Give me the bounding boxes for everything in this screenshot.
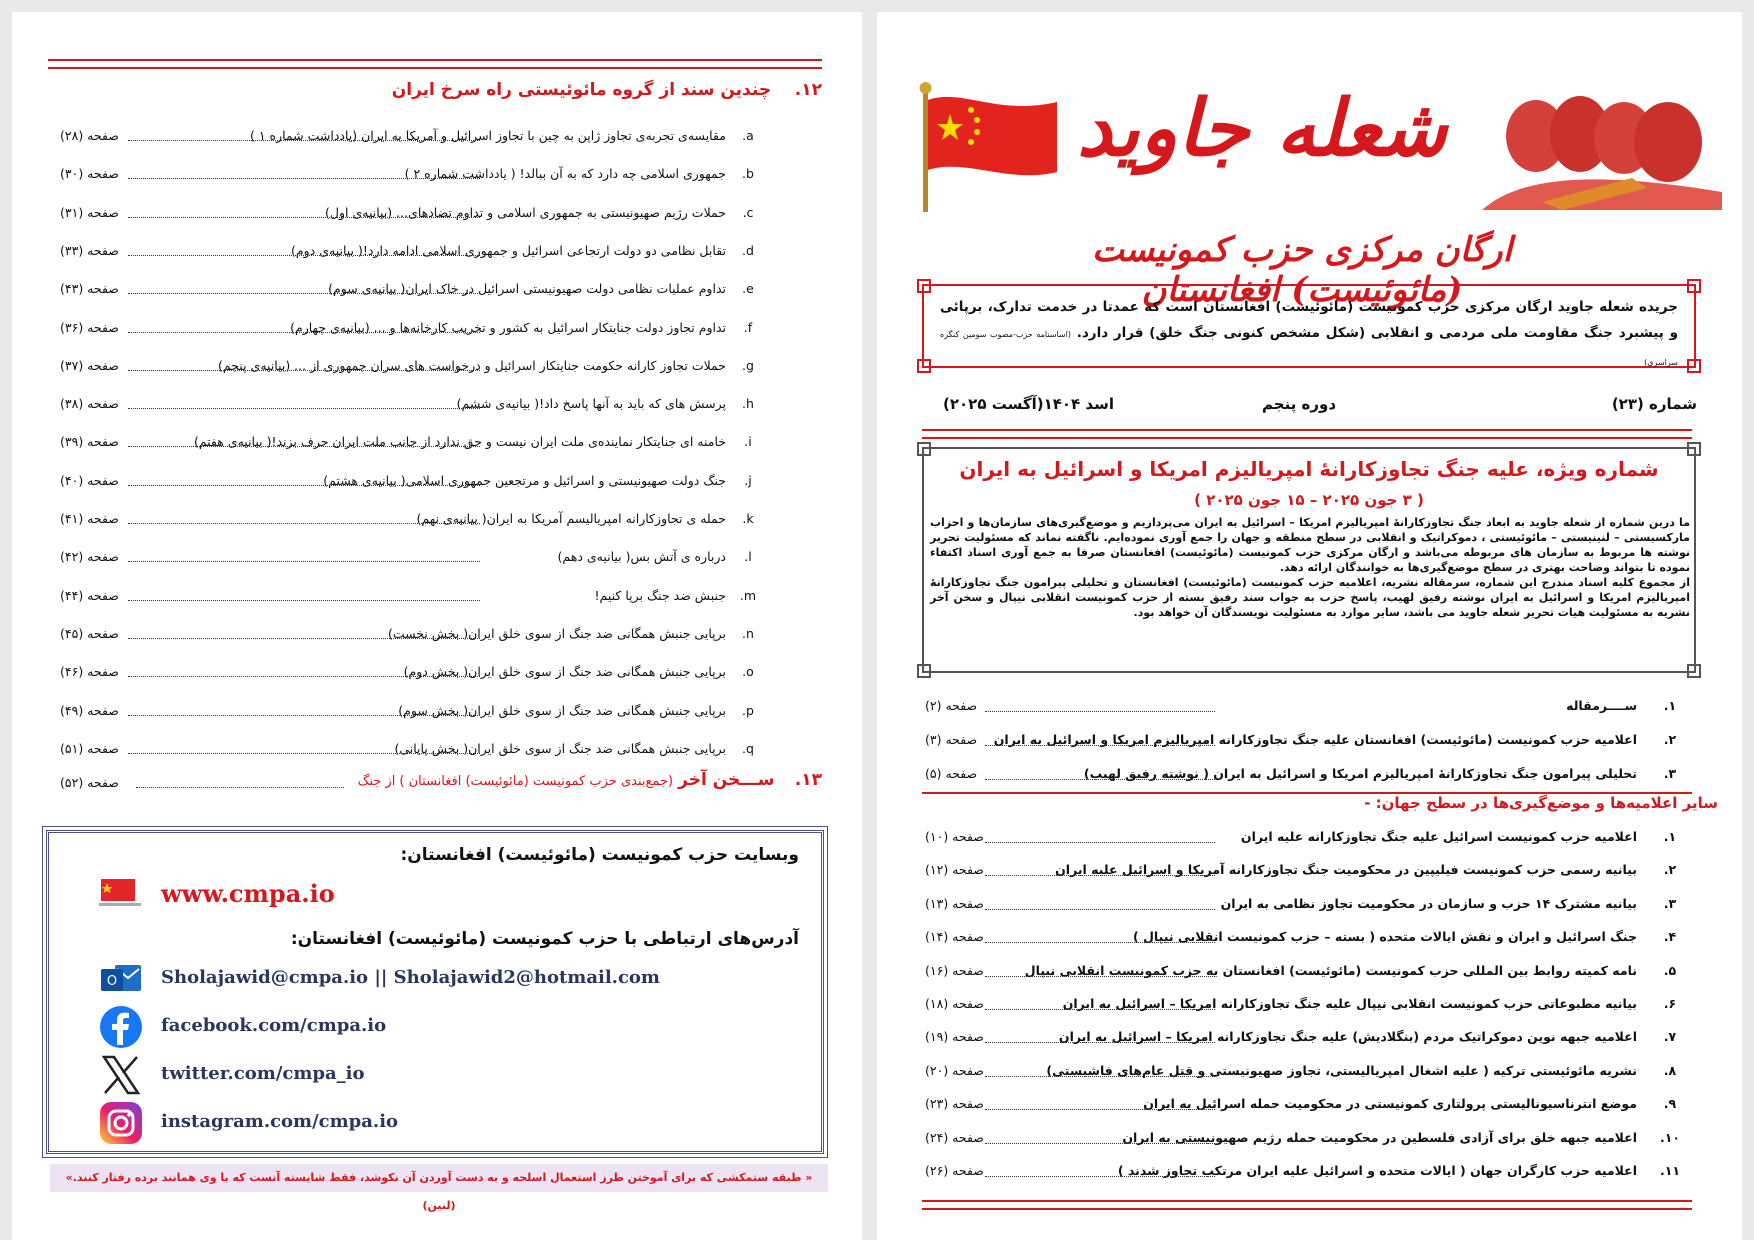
item-number: m. (739, 587, 757, 603)
toc-row[interactable] (925, 1130, 1685, 1156)
toc-row[interactable] (60, 205, 760, 229)
leader-dots (985, 1109, 1215, 1110)
item-page: صفحه (۲) (925, 698, 978, 713)
item-number: e. (742, 281, 754, 297)
item-title: نامه کمیته روابط بین المللی حزب کمونیست (مائوئیست) افغانستان به حزب کمونیست انقلابی نیپال (1024, 962, 1637, 978)
toc-row[interactable] (60, 281, 760, 305)
issue-date: اسد ۱۴۰۴(آگست ۲۰۲۵) (943, 395, 1114, 413)
item-page: صفحه (۱۸) (925, 996, 984, 1011)
right-page (877, 12, 1742, 1240)
item-number: ۵. (1663, 962, 1677, 978)
item-title: موضع انترناسیونالیستی پرولتاری کمونیستی در محکومیت حمله اسرائیل به ایران (1143, 1096, 1637, 1112)
issue-rule (922, 429, 1692, 439)
item-number: ٢. (1663, 862, 1677, 878)
item-number: ۱۱. (1659, 1163, 1680, 1178)
toc-row[interactable] (925, 963, 1685, 989)
item-page: صفحه (۱۰) (925, 829, 984, 844)
item-title: حملات رژیم صهیونیستی به جمهوری اسلامی و تداوم تضادهای... (بیانیه‌ی اول) (325, 204, 726, 220)
item-page: صفحه (۱۳) (925, 895, 984, 911)
section-13-title: ســـخن آخر (678, 770, 775, 790)
toc-row[interactable] (925, 1163, 1685, 1189)
item-page: صفحه (۲۳) (925, 1096, 984, 1112)
leader-dots (128, 293, 480, 294)
toc-row[interactable] (925, 829, 1685, 855)
leader-dots (128, 600, 480, 601)
item-title: تداوم تجاوز دولت جنایتکار اسرائیل به کشور و تخریب کارخانه‌ها و ... (بیانیه‌ی چهارم) (290, 319, 726, 335)
item-number: b. (742, 166, 754, 182)
section-12-number: ١٢. (794, 80, 822, 100)
bottom-rule (922, 1200, 1692, 1210)
toc-row[interactable] (925, 896, 1685, 922)
item-title: جنگ دولت صهیونیستی و اسرائیل و مرتجعین جمهوری اسلامی( بیانیه‌ی هشتم) (323, 472, 726, 488)
intro-text (940, 294, 1678, 376)
item-title: اعلامیه حزب کمونیست اسرائیل علیه جنگ تجاوزکارانه علیه ایران (1240, 829, 1637, 844)
item-page: صفحه (۳۶) (60, 319, 119, 335)
intro-paragraph: جریده شعله جاوید ارگان مرکزی حزب کمونیست (مائوئیست) افغانستان است که عمدتا در خدمت تدارک، برپائی و پیشبرد جنگ مقاومت ملی مردمی و انقلابی (شکل مشخص کنونی جنگ خلق) قرار دارد. (940, 299, 1679, 341)
item-title: پرسش های که باید به آنها پاسخ داد!( بیانیه‌ی ششم) (456, 396, 726, 412)
toc-row[interactable] (60, 396, 760, 420)
item-page: صفحه (۳۱) (60, 204, 119, 220)
other-heading: سایر اعلامیه‌ها و موضع‌گیری‌ها در سطح جهان: - (1364, 794, 1718, 812)
item-page: صفحه (۴۲) (60, 549, 119, 565)
item-page: صفحه (۴۳) (60, 281, 119, 297)
item-title: برپایی جنبش همگانی ضد جنگ از سوی خلق ایران( بخش پایانی) (394, 740, 726, 756)
toc-row[interactable] (60, 243, 760, 267)
item-number: ۷. (1663, 1029, 1677, 1045)
item-number: k. (742, 511, 754, 526)
special-issue-box (922, 447, 1696, 673)
corner-ornament (917, 664, 931, 678)
item-title: بیانیه رسمی حزب کمونیست فیلیپین در محکومیت جنگ تجاوزکارانه آمریکا و اسرائیل علیه ایران (1055, 862, 1637, 878)
instagram-icon (99, 1101, 143, 1145)
item-title: بیانیه مطبوعاتی حزب کمونیست انقلابی نیپال علیه جنگ تجاوزکارانه امریکا – اسرائیل به ایران (1062, 996, 1637, 1011)
item-title: جنگ اسرائیل و ایران و نقش ایالات متحده ( بسته – حزب کمونیست انقلابی نیپال ) (1133, 929, 1637, 945)
item-number: o. (742, 664, 754, 680)
corner-ornament (917, 359, 931, 373)
toc-row[interactable] (60, 434, 760, 458)
corner-ornament (1687, 442, 1701, 456)
left-page (12, 12, 862, 1240)
corner-ornament (1687, 664, 1701, 678)
item-number: q. (742, 740, 754, 756)
leader-dots (128, 255, 480, 256)
corner-ornament (1687, 279, 1701, 293)
item-number: ٣. (1663, 766, 1677, 781)
special-issue-body (930, 515, 1690, 620)
corner-ornament (1687, 359, 1701, 373)
item-title: درباره ی آتش بس( بیانیه‌ی دهم) (557, 549, 726, 565)
email-link[interactable]: Sholajawid@cmpa.io || Sholajawid2@hotmail.com (161, 967, 660, 988)
leader-dots (128, 332, 480, 333)
toc-row[interactable] (925, 1029, 1685, 1055)
item-page: صفحه (۳۹) (60, 434, 119, 450)
item-title: ســــرمقاله (1566, 698, 1637, 713)
toc-row[interactable] (60, 741, 760, 765)
item-number: ۱۰. (1659, 1129, 1680, 1145)
item-page: صفحه (۱۲) (925, 862, 984, 878)
item-title: مقایسه‌ی تجربه‌ی تجاوز ژاپن به چین با تجاوز اسرائیل و آمریکا به ایران (یادداشت شماره ۱ ) (250, 128, 726, 143)
leader-dots (128, 446, 480, 447)
toc-row[interactable] (60, 320, 760, 344)
toc-row[interactable] (60, 664, 760, 688)
leader-dots (985, 909, 1215, 910)
leader-dots (128, 370, 480, 371)
item-page: صفحه (۱۴) (925, 929, 984, 945)
item-number: ۸. (1663, 1062, 1677, 1078)
china-flag-icon (917, 80, 1062, 215)
item-title: اعلامیه حزب کمونیست (مائوئیست) افغانستان علیه جنگ تجاوزکارانه امپریالیزم امریکا و اسرائیل به ایران (993, 732, 1637, 747)
item-page: صفحه (۴۱) (60, 511, 119, 526)
item-title: جمهوری اسلامی چه دارد که به آن ببالد! ( یادداشت شماره ۲ ) (404, 166, 726, 182)
outlook-icon (99, 957, 143, 1001)
lenin-quote: « طبقه ستمکشی که برای آموختن طرز استعمال اسلحه و به دست آوردن آن نکوشد، فقط شایسته آنست که با وی همانند برده رفتار کنند.» (لنین) (50, 1164, 828, 1192)
intro-note: (اساسنامه حزب-مصوب سومین کنگره سراسری) (940, 330, 1678, 367)
intro-box (922, 284, 1696, 368)
item-page: صفحه (۳) (925, 732, 978, 747)
item-title: برپایی جنبش همگانی ضد جنگ از سوی خلق ایران( بخش سوم) (398, 702, 726, 718)
top-rule (48, 59, 822, 69)
toc-row[interactable] (60, 703, 760, 727)
x-icon (99, 1053, 143, 1097)
masthead-subtitle: ارگان مرکزی حزب کمونیست (مائوئیست) افغانستان (1091, 230, 1513, 310)
item-page: صفحه (۴۰) (60, 472, 119, 488)
leader-dots (985, 1143, 1215, 1144)
item-number: ٢. (1663, 732, 1677, 747)
leader-dots (985, 1176, 1215, 1177)
leader-dots (985, 1042, 1215, 1043)
leader-dots (128, 408, 480, 409)
item-number: ٣. (1663, 895, 1677, 911)
item-number: ١. (1663, 829, 1677, 844)
toc-row[interactable] (925, 862, 1685, 888)
item-number: ۹. (1663, 1096, 1677, 1112)
masthead-title: شعله جاوید (1076, 83, 1448, 174)
leader-dots (985, 745, 1215, 746)
corner-ornament (917, 279, 931, 293)
leader-dots (128, 676, 480, 677)
portraits-emblem (1482, 82, 1722, 210)
item-number: f. (743, 319, 753, 335)
item-number: ۴. (1663, 929, 1677, 945)
item-page: صفحه (۴۵) (60, 625, 119, 641)
toc-row[interactable] (925, 996, 1685, 1022)
toc-row[interactable] (925, 732, 1685, 758)
item-page: صفحه (۳۳) (60, 242, 119, 258)
leader-dots (985, 976, 1215, 977)
item-page: صفحه (۳۷) (60, 357, 119, 373)
item-page: صفحه (۲۸) (60, 128, 119, 143)
item-number: ١. (1663, 698, 1677, 713)
item-title: برپایی جنبش همگانی ضد جنگ از سوی خلق ایران( بخش نخست) (387, 625, 726, 641)
item-page: صفحه (۳۸) (60, 396, 119, 412)
item-page: صفحه (۴۶) (60, 664, 119, 680)
item-number: j. (744, 472, 752, 488)
toc-row[interactable] (60, 588, 760, 612)
leader-dots (985, 842, 1215, 843)
section-13-dots (136, 787, 344, 788)
section-13-row[interactable] (62, 770, 822, 796)
item-title: برپایی جنبش همگانی ضد جنگ از سوی خلق ایران( بخش دوم) (403, 664, 726, 680)
leader-dots (128, 523, 480, 524)
leader-dots (985, 779, 1215, 780)
item-title: حملات تجاوز کارانه حکومت جنایتکار اسرائیل و درخواست های سران جمهوری از ... (بیانیه‌ی پنجم) (218, 357, 726, 373)
item-title: تداوم عملیات نظامی دولت صهیونیستی اسرائیل در خاک ایران( بیانیه‌ی سوم) (328, 281, 726, 297)
toc-row[interactable] (925, 929, 1685, 955)
item-page: صفحه (۲۰) (925, 1062, 984, 1078)
item-page: صفحه (۲۶) (925, 1163, 984, 1178)
instagram-link[interactable]: instagram.com/cmpa.io (161, 1111, 399, 1132)
item-page: صفحه (۴۴) (60, 587, 119, 603)
section-12-heading (62, 80, 822, 100)
item-number: h. (742, 396, 754, 412)
item-page: صفحه (۵۱) (60, 740, 119, 756)
issue-period: دوره پنجم (1262, 395, 1337, 413)
item-title: بیانیه مشترک ۱۴ حزب و سازمان در محکومیت تجاوز نظامی به ایران (1220, 895, 1637, 911)
special-issue-dates: ( ۳ جون ۲۰۲۵ – ۱۵ جون ۲۰۲۵ ) (1194, 491, 1424, 509)
item-number: p. (742, 702, 754, 718)
special-paragraph-1: ما درین شماره از شعله جاوید به ابعاد جنگ تجاوزکارانۀ امپریالیزم امریکا – اسرائیل به ایران می‌پردازیم و موضع‌گیری‌های سازمان‌ها و احزاب مارکسیستی – لنینیستی – مائوئیستی ، دموکراتیک و انقلابی در سطح منطقه و جهان را جمع آوری نموده‌ایم. ناگفته نماند که مسئولیت تحریر نوشته ها مربوط به سازمان های مربوطه می‌باشد و ارگان مرکزی حزب کمونیست (مائوئیست) افغانستان صرفا به جمع آوری اسناد اکتفاء نموده تا بتواند وضاحت بهتری در سطح موضع‌گیری‌ها به خوانندگان ارائه دهد. (930, 516, 1690, 574)
item-title: اعلامیه حزب کارگران جهان ( ایالات متحده و اسرائیل علیه ایران مرتکب تجاوز شدند ) (1117, 1163, 1637, 1178)
leader-dots (128, 140, 480, 141)
toc-row[interactable] (60, 358, 760, 382)
section-13-number: ١٣. (794, 770, 822, 790)
contact-box (46, 830, 824, 1154)
item-page: صفحه (۱۶) (925, 962, 984, 978)
item-title: خامنه ای جنایتکار نماینده‌ی ملت ایران نیست و حق ندارد از جانب ملت ایران حرف بزند!( بیانیه‌ی هفتم) (193, 434, 726, 450)
toc-row[interactable] (60, 128, 760, 152)
leader-dots (128, 178, 480, 179)
leader-dots (985, 942, 1215, 943)
leader-dots (985, 875, 1215, 876)
item-number: c. (742, 204, 754, 220)
issue-number: شماره (۲۳) (1611, 395, 1697, 413)
toc-row[interactable] (60, 626, 760, 650)
toc-row[interactable] (60, 166, 760, 190)
item-title: اعلامیه جبهه خلق برای آزادی فلسطین در محکومیت حمله رژیم صهیونیستی به ایران (1122, 1129, 1637, 1145)
item-number: a. (742, 128, 754, 143)
item-number: n. (742, 625, 754, 641)
divider (922, 792, 1692, 794)
item-page: صفحه (۴۹) (60, 702, 119, 718)
website-heading: وبسایت حزب کمونیست (مائوئیست) افغانستان: (400, 845, 799, 865)
item-number: d. (742, 242, 754, 258)
item-page: صفحه (۱۹) (925, 1029, 984, 1045)
item-number: ۶. (1663, 996, 1677, 1011)
address-heading: آدرس‌های ارتباطی با حزب کمونیست (مائوئیست) افغانستان: (290, 929, 799, 949)
toc-row[interactable] (60, 473, 760, 497)
flag-icon (99, 873, 143, 917)
item-title: اعلامیه جبهه نوین دموکراتیک مردم (بنگلادیش) علیه جنگ تجاوزکارانه امریکا – اسرائیل به ایران (1058, 1029, 1637, 1045)
leader-dots (128, 753, 480, 754)
toc-row[interactable] (60, 549, 760, 573)
facebook-icon (99, 1005, 143, 1049)
section-13-page: صفحه (۵۲) (60, 775, 119, 790)
leader-dots (128, 638, 480, 639)
section-13-subtitle: (جمع‌بندی حزب کمونیست (مائوئیست) افغانستان ) از جنگ (357, 774, 674, 789)
item-title: جنبش ضد جنگ برپا کنیم! (594, 587, 726, 603)
item-number: g. (742, 357, 754, 373)
special-paragraph-2: از مجموع کلیه اسناد مندرج این شماره، سرمقاله نشریه، اعلامیه حزب کمونیست (مائوئیست) افغانستان و تحلیلی پیرامون جنگ تجاوزکارانۀ امپریالیزم امریکا و اسرائیل به ایران نوشته رفیق لهیب، پاسخ حزب به جواب سند رفیق بسته از حزب کمونیست انقلابی نیپال و سخن آخر نشریه به مسئولیت هیات تحریر شعله جاوید می باشد، سایر موارد به مسئولیت نویسندگان آن خواهد بود. (930, 576, 1690, 619)
item-title: تقابل نظامی دو دولت ارتجاعی اسرائیل و جمهوری اسلامی ادامه دارد!( بیانیه‌ی دوم) (291, 242, 726, 258)
toc-row[interactable] (925, 698, 1685, 724)
item-title: نشریه مائوئیستی ترکیه ( علیه اشغال امپریالیستی، تجاوز صهیونیستی و قتل عام‌های فاشیستی) (1046, 1062, 1637, 1078)
leader-dots (985, 711, 1215, 712)
leader-dots (128, 715, 480, 716)
twitter-link[interactable]: twitter.com/cmpa_io (161, 1063, 365, 1084)
leader-dots (128, 485, 480, 486)
toc-row[interactable] (925, 1096, 1685, 1122)
svg-text:O: O (106, 974, 118, 989)
website-link[interactable]: www.cmpa.io (161, 879, 335, 908)
toc-row[interactable] (60, 511, 760, 535)
item-title: حمله ی تجاوزکارانه امپریالیسم آمریکا به ایران( بیانیه‌ی نهم) (416, 511, 726, 526)
item-page: صفحه (۳۰) (60, 166, 119, 182)
leader-dots (128, 561, 480, 562)
toc-row[interactable] (925, 766, 1685, 792)
leader-dots (985, 1076, 1215, 1077)
item-page: صفحه (۵) (925, 766, 978, 781)
corner-ornament (917, 442, 931, 456)
toc-row[interactable] (925, 1063, 1685, 1089)
special-issue-title: شماره ویژه، علیه جنگ تجاوزکارانۀ امپریالیزم امریکا و اسرائیل به ایران (959, 457, 1659, 481)
facebook-link[interactable]: facebook.com/cmpa.io (161, 1015, 387, 1036)
item-number: i. (744, 434, 752, 450)
leader-dots (128, 217, 480, 218)
section-12-title: چندین سند از گروه مائوئیستی راه سرخ ایران (391, 80, 772, 100)
item-number: l. (744, 549, 752, 565)
item-title: تحلیلی پیرامون جنگ تجاوزکارانۀ امپریالیزم امریکا و اسرائیل به ایران ( نوشته رفیق لهیب) (1083, 766, 1637, 781)
leader-dots (985, 1009, 1215, 1010)
item-page: صفحه (۲۴) (925, 1129, 984, 1145)
